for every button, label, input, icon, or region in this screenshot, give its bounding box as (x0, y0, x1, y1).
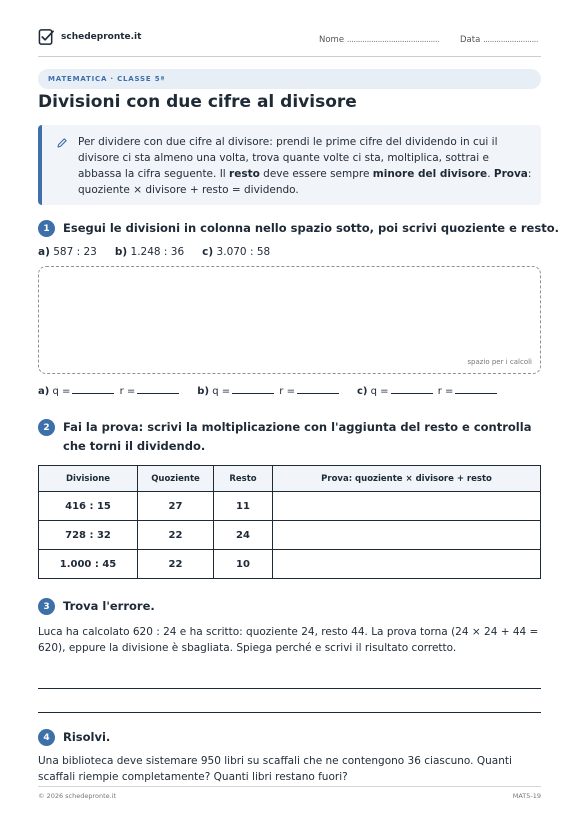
proof-cell[interactable] (273, 521, 541, 550)
header-divider (38, 56, 541, 57)
column-header: Resto (214, 466, 273, 492)
calculation-area-caption: spazio per i calcoli (467, 358, 532, 366)
callout-bold-prova: Prova (493, 168, 528, 180)
remainder-blank[interactable] (455, 384, 497, 394)
callout-text-4: : quoziente × divisore + resto = dividendo. (78, 168, 532, 196)
division-item: c) 3.070 : 58 (202, 246, 271, 258)
exercise-number: 4 (38, 729, 55, 746)
answer-a: a) q = r = (38, 384, 181, 397)
pencil-icon (56, 137, 68, 149)
footer-divider (38, 786, 541, 787)
rule-callout (38, 125, 541, 205)
exercise-number: 1 (38, 220, 55, 237)
division-item: a) 587 : 23 (38, 246, 97, 258)
name-field (319, 35, 439, 45)
exercise-1-heading (38, 220, 559, 238)
table-row (39, 521, 541, 550)
writing-line[interactable] (38, 712, 541, 713)
proof-table (38, 465, 541, 579)
answer-c: c) q = r = (357, 384, 499, 397)
exercise-4-text: Una biblioteca deve sistemare 950 libri su scaffali che ne contengono 36 ciascuno. Quanti scaffali riempie completamente? Quanti libri restano fuori? (38, 755, 512, 783)
name-label: Nome (319, 35, 345, 45)
writing-line[interactable] (38, 688, 541, 689)
exercise-1-answers (38, 384, 499, 397)
checkbox-logo-icon (38, 28, 55, 46)
callout-text-1: Per dividere con due cifre al divisore: prendi le prime cifre del dividendo in cui il divisore ci sta almeno una volta, trova quante volte ci sta, moltiplica, sottrai e abbassa la cifra seguente. Il (78, 136, 498, 180)
exercise-number: 3 (38, 598, 55, 615)
date-field (460, 35, 538, 45)
division-item: b) 1.248 : 36 (114, 246, 185, 258)
exercise-number: 2 (38, 419, 55, 436)
remainder-cell: 10 (214, 550, 273, 579)
table-row (39, 492, 541, 521)
callout-text-2: deve essere sempre (259, 168, 373, 180)
date-dots: ......................... (483, 35, 539, 45)
answer-b: b) q = r = (197, 384, 341, 397)
footer-code: MAT5-19 (512, 792, 541, 800)
page-header (38, 28, 541, 56)
quotient-cell: 22 (138, 521, 214, 550)
date-label: Data (460, 35, 481, 45)
callout-bold-resto: resto (229, 168, 260, 180)
table-header-row (39, 466, 541, 492)
page-title: Divisioni con due cifre al divisore (38, 92, 357, 112)
exercise-3-text: Luca ha calcolato 620 : 24 e ha scritto: quoziente 24, resto 44. La prova torna (24 × 24 + 44 = 620), eppure la divisione è sbagliata. Spiega perché e scrivi il risultato corretto. (38, 626, 539, 654)
quotient-cell: 27 (138, 492, 214, 521)
brand (38, 28, 141, 46)
exercise-question: Esegui le divisioni in colonna nello spazio sotto, poi scrivi quoziente e resto. (63, 221, 559, 235)
callout-text-3: . (487, 168, 494, 180)
exercise-4-heading (38, 729, 110, 747)
exercise-1-items (38, 246, 270, 258)
proof-cell[interactable] (273, 550, 541, 579)
column-header: Divisione (39, 466, 138, 492)
calculation-area[interactable] (38, 266, 541, 374)
exercise-3-heading (38, 598, 155, 616)
exercise-question: Fai la prova: scrivi la moltiplicazione con l'aggiunta del resto e controlla che torni il dividendo. (63, 420, 532, 453)
quotient-blank[interactable] (391, 384, 433, 394)
exercise-2-heading (38, 419, 541, 456)
remainder-blank[interactable] (297, 384, 339, 394)
division-cell: 1.000 : 45 (39, 550, 138, 579)
division-cell: 416 : 15 (39, 492, 138, 521)
proof-cell[interactable] (273, 492, 541, 521)
remainder-cell: 11 (214, 492, 273, 521)
subject-pill: MATEMATICA · CLASSE 5ª (38, 69, 541, 89)
remainder-cell: 24 (214, 521, 273, 550)
column-header: Prova: quoziente × divisore + resto (273, 466, 541, 492)
quotient-blank[interactable] (232, 384, 274, 394)
table-row (39, 550, 541, 579)
division-cell: 728 : 32 (39, 521, 138, 550)
footer-copyright: © 2026 schedepronte.it (38, 792, 117, 800)
name-dots: .......................................... (346, 35, 440, 45)
callout-bold-minore: minore del divisore (372, 168, 488, 180)
remainder-blank[interactable] (137, 384, 179, 394)
callout-text (78, 134, 534, 198)
quotient-cell: 22 (138, 550, 214, 579)
exercise-question: Trova l'errore. (63, 599, 155, 613)
quotient-blank[interactable] (72, 384, 114, 394)
exercise-question: Risolvi. (63, 730, 111, 744)
brand-name: schedepronte.it (61, 32, 142, 42)
column-header: Quoziente (138, 466, 214, 492)
